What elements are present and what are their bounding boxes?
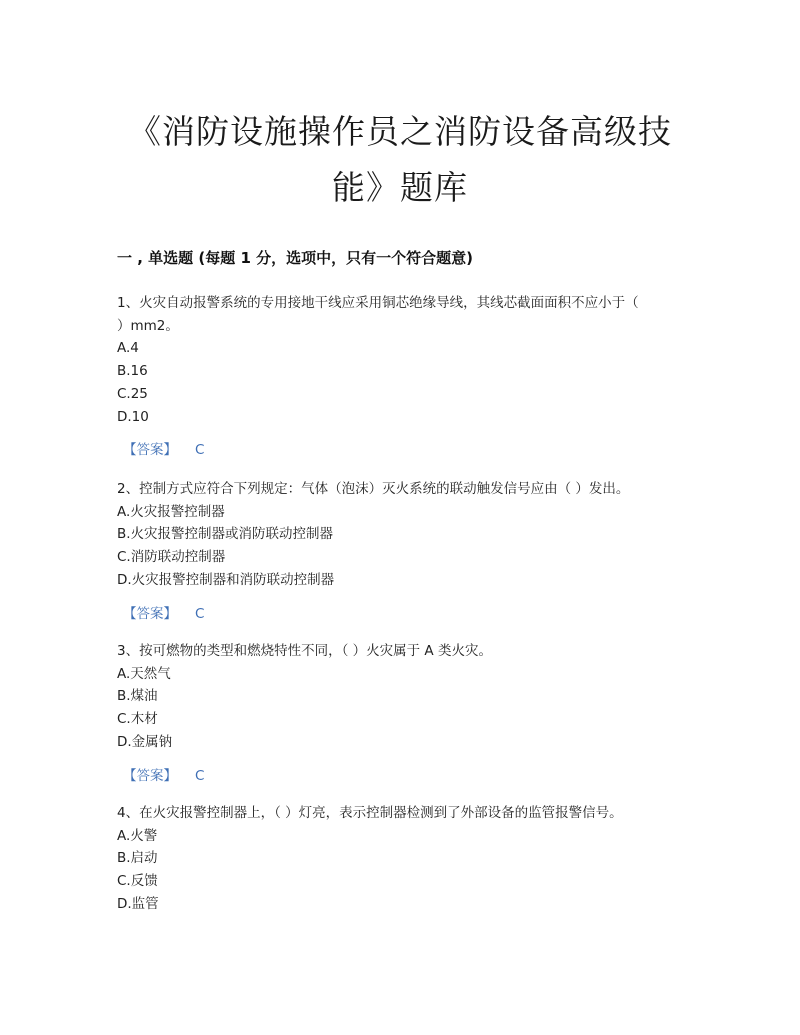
question-text: 3、按可燃物的类型和燃烧特性不同，（ ）火灾属于 A 类火灾。 [117,643,492,659]
answer-label: 【答案】 [123,442,177,459]
title-line-1: 《消防设施操作员之消防设备高级技 [128,112,672,151]
option-d: D.10 [117,408,149,425]
answer-line [117,439,677,461]
option-c: C.反馈 [117,873,158,890]
answer-value: C [195,605,205,622]
option-b: B.启动 [117,850,158,867]
option-a: A.天然气 [117,665,171,682]
answer-line [117,603,677,625]
option-b: B.16 [117,363,148,380]
question-text: 1、火灾自动报警系统的专用接地干线应采用铜芯绝缘导线，其线芯截面面积不应小于（ [117,295,639,311]
document-title [110,104,690,216]
question-1 [117,292,677,461]
option-d: D.火灾报警控制器和消防联动控制器 [117,571,335,588]
answer-label: 【答案】 [123,767,177,784]
option-c: C.消防联动控制器 [117,549,226,566]
option-a: A.火灾报警控制器 [117,503,225,520]
answer-value: C [195,442,205,459]
option-c: C.25 [117,385,148,402]
question-text-continued: ）mm2。 [117,317,179,334]
question-text: 4、在火灾报警控制器上，（ ）灯亮，表示控制器检测到了外部设备的监管报警信号。 [117,805,623,821]
answer-label: 【答案】 [123,605,177,622]
question-4 [117,802,677,916]
option-a: A.4 [117,340,139,357]
option-c: C.木材 [117,711,158,728]
option-a: A.火警 [117,827,158,844]
section-heading: 一 , 单选题 (每题 1 分，选项中，只有一个符合题意) [117,249,473,267]
option-b: B.火灾报警控制器或消防联动控制器 [117,526,334,543]
answer-value: C [195,767,205,784]
question-text: 2、控制方式应符合下列规定：气体（泡沫）灭火系统的联动触发信号应由（ ）发出。 [117,481,630,497]
option-b: B.煤油 [117,688,158,705]
option-d: D.监管 [117,895,159,912]
question-2 [117,478,677,625]
option-d: D.金属钠 [117,733,173,750]
question-3 [117,640,677,787]
answer-line [117,765,677,787]
title-line-2: 能》题库 [332,168,468,207]
